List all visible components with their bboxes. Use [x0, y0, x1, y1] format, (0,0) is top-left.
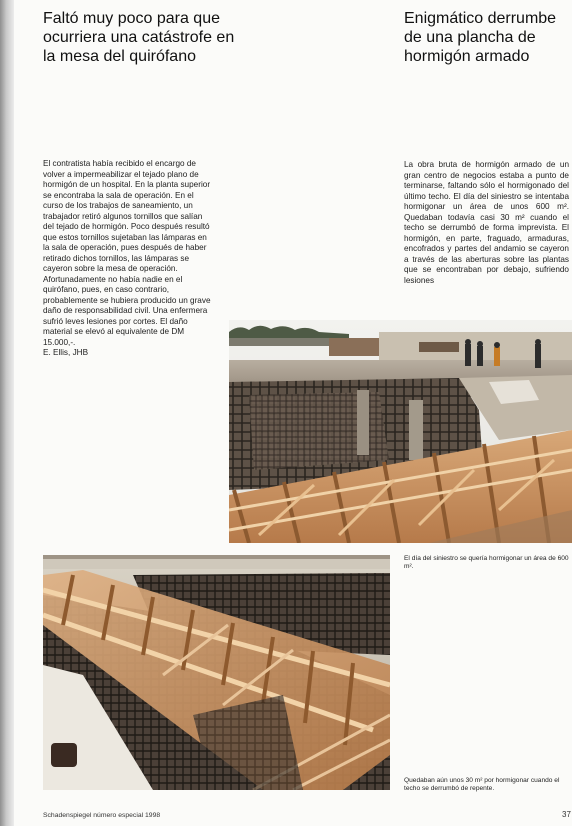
construction-photo-top-image: [229, 320, 572, 543]
construction-photo-bottom: [43, 555, 390, 790]
construction-photo-top: [229, 320, 572, 543]
left-article-body: [43, 159, 215, 359]
right-article-title: Enigmático derrumbe de una plancha de hormigón armado: [404, 10, 557, 65]
footer-publication: Schadenspiegel número especial 1998: [43, 812, 161, 819]
left-article-signature: E. Ellis, JHB: [43, 348, 89, 357]
page-number: 37: [562, 810, 571, 819]
bottom-photo-caption: Quedaban aún unos 30 m² por hormigonar cuando el techo se derrumbó de repente.: [404, 777, 560, 793]
top-photo-caption: El día del siniestro se quería hormigonar un área de 600 m².: [404, 555, 569, 571]
right-article-body: La obra bruta de hormigón armado de un gran centro de negocios estaba a punto de terminarse, faltando sólo el hormigonado del último techo. El día del siniestro se intentaba hormigonar un área de unos 600 m². Quedaban todavía casi 30 m² cuando el techo se derrumbó de forma imprevista. El hormigón, en parte, fraguado, armaduras, encofrados y partes del andamio se cayeron a través de las aberturas sobre las plantas que se encontraban por debajo, sufriendo lesiones: [404, 160, 569, 285]
left-article-title: Faltó muy poco para que ocurriera una catástrofe en la mesa del quirófano: [43, 10, 235, 65]
page-gutter-shadow: [0, 0, 14, 826]
construction-photo-bottom-image: [43, 555, 390, 790]
left-article-text: El contratista había recibido el encargo de volver a impermeabilizar el tejado plano de hormigón de un hospital. En la planta superior se encontraba la sala de operación. En el curso de los trabajos de saneamiento, un trabajador retiró algunos tornillos que salían del tejado de hormigón. Poco después resultó que estos tornillos sujetaban las lámparas en la sala de operación, pues después de haber retirado dichos tornillos, las lámparas se cayeron sobre la mesa de operación. Afortunadamente no había nadie en el quirófano, pues, en caso contrario, probablemente se hubiera producido un grave daño de responsabilidad civil. Una enfermera sufrió leves lesiones por cortes. El daño material se elevó al equivalente de DM 15.000,-.: [43, 159, 211, 347]
